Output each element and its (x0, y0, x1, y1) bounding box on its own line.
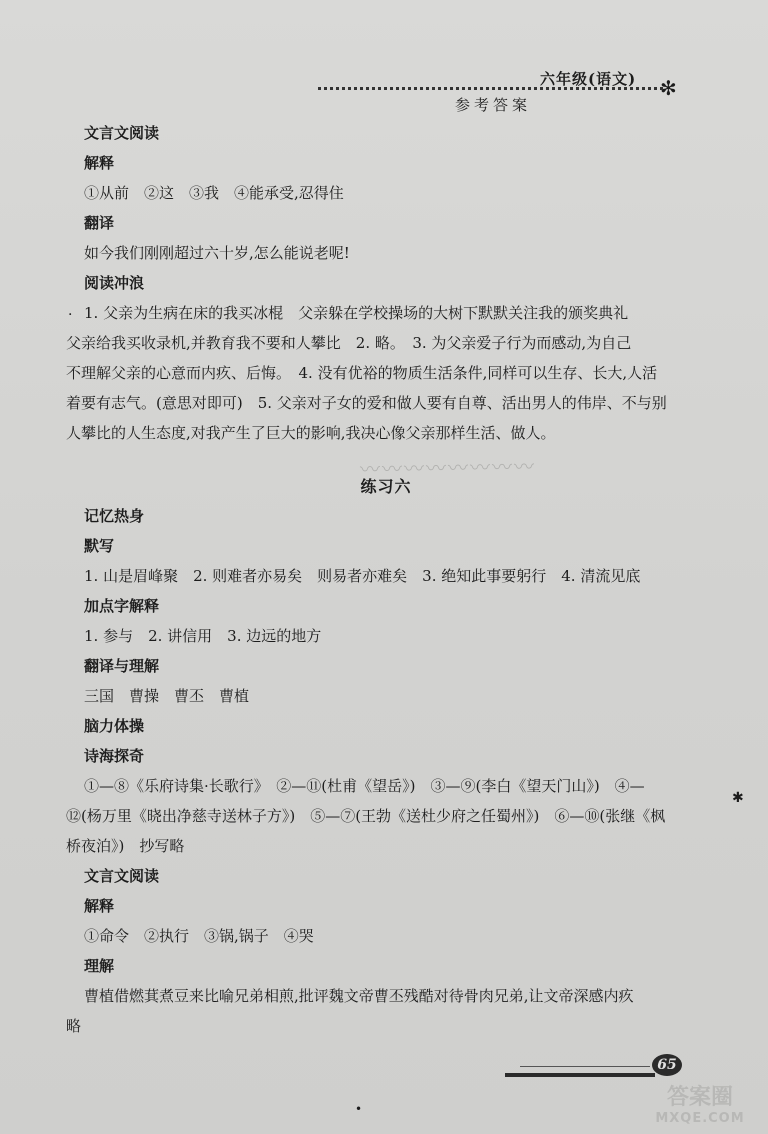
subheading-memory: 记忆热身 (84, 507, 145, 525)
subheading-explain: 解释 (84, 154, 115, 172)
subheading-dictation: 默写 (84, 537, 115, 555)
reading-line: 着要有志气。(意思对即可) 5. 父亲对子女的爱和做人要有自尊、活出男人的伟岸、不与别 (66, 394, 667, 412)
subheading-brain: 脑力体操 (84, 717, 145, 735)
subheading-reading: 阅读冲浪 (84, 274, 145, 292)
bottom-dot-mark: • (355, 1102, 363, 1116)
margin-dot: · (68, 307, 73, 323)
subheading-classical: 文言文阅读 (84, 867, 160, 885)
understand-line: 略 (66, 1017, 82, 1035)
subheading-poetry: 诗海探奇 (84, 747, 145, 765)
subheading-trans-understand: 翻译与理解 (84, 657, 160, 675)
watermark (640, 1085, 760, 1127)
subheading-translate: 翻译 (84, 214, 115, 232)
reading-line: 父亲给我买收录机,并教育我不要和人攀比 2. 略。 3. 为父亲爱子行为而感动,为自己 (66, 334, 632, 352)
header-divider (318, 87, 663, 90)
footer-divider-thin (520, 1066, 650, 1067)
poetry-line: ①—⑧《乐府诗集·长歌行》 ②—⑪(杜甫《望岳》) ③—⑨(李白《望天门山》) ④— (84, 777, 645, 795)
understand-line: 曹植借燃萁煮豆来比喻兄弟相煎,批评魏文帝曹丕残酷对待骨肉兄弟,让文帝深感内疚 (84, 987, 634, 1005)
poetry-line: ⑫(杨万里《晓出净慈寺送林子方》) ⑤—⑦(王勃《送杜少府之任蜀州》) ⑥—⑩(张继《枫 (66, 807, 666, 825)
page-number: 65 (652, 1054, 682, 1076)
reading-line: 人攀比的人生态度,对我产生了巨大的影响,我决心像父亲那样生活、做人。 (66, 424, 556, 442)
flower-icon: ✻ (660, 76, 677, 100)
side-mark-icon: ✱ (732, 790, 744, 806)
exercise-title: 练习六 (360, 477, 412, 496)
explain-answer: ①从前 ②这 ③我 ④能承受,忍得住 (84, 184, 344, 202)
watermark-url: MXQE.COM (655, 1111, 745, 1126)
watermark-logo-text: 答案圈 (666, 1085, 733, 1110)
dictation-answer: 1. 山是眉峰聚 2. 则难者亦易矣 则易者亦难矣 3. 绝知此事要躬行 4. 清流见底 (84, 567, 641, 585)
trans-understand-answer: 三国 曹操 曹丕 曹植 (84, 687, 250, 705)
header-subtitle: 参考答案 (455, 96, 532, 114)
subheading-understand: 理解 (84, 957, 115, 975)
answer-content (66, 118, 706, 1041)
reading-line: 不理解父亲的心意而内疚、后悔。 4. 没有优裕的物质生活条件,同样可以生存、长大,人活 (66, 364, 658, 382)
header-title: 六年级(语文) (540, 70, 637, 88)
explain-answer-2: ①命令 ②执行 ③锅,锅子 ④哭 (84, 927, 314, 945)
translate-answer: 如今我们刚刚超过六十岁,怎么能说老呢! (84, 244, 350, 262)
subheading-explain-2: 解释 (84, 897, 115, 915)
section-heading: 文言文阅读 (84, 124, 160, 142)
subheading-dotword: 加点字解释 (84, 597, 160, 615)
poetry-line: 桥夜泊》) 抄写略 (66, 837, 185, 855)
footer-divider (505, 1073, 655, 1077)
reading-line: 1. 父亲为生病在床的我买冰棍 父亲躲在学校操场的大树下默默关注我的颁奖典礼 (84, 304, 629, 322)
dotword-answer: 1. 参与 2. 讲信用 3. 边远的地方 (84, 627, 322, 645)
handwritten-note: 〰〰〰〰〰〰〰〰 (359, 454, 537, 482)
